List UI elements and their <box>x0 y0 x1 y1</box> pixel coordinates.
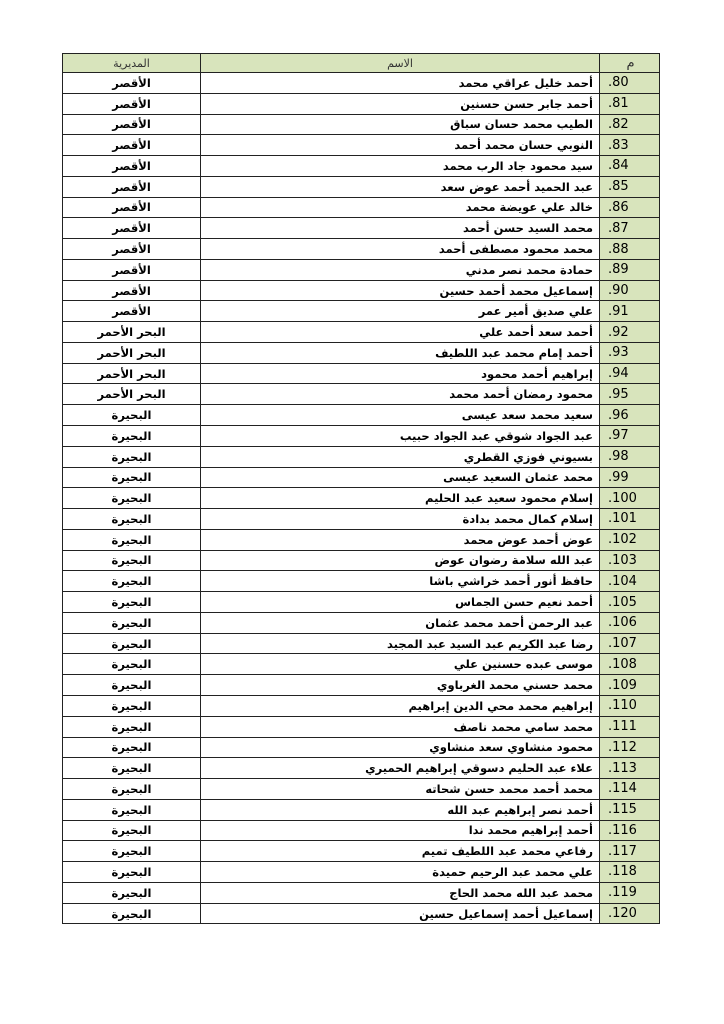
row-name: أحمد نعيم حسن الجماس <box>201 592 600 613</box>
row-number: .99 <box>600 467 660 488</box>
row-directorate: البحيرة <box>63 529 201 550</box>
row-number: .87 <box>600 218 660 239</box>
table-row <box>63 779 660 800</box>
row-number: .114 <box>600 779 660 800</box>
row-number: .110 <box>600 695 660 716</box>
table-row <box>63 571 660 592</box>
table-row <box>63 176 660 197</box>
row-directorate: البحيرة <box>63 737 201 758</box>
row-directorate: البحيرة <box>63 633 201 654</box>
row-number: .95 <box>600 384 660 405</box>
row-number: .88 <box>600 239 660 260</box>
row-directorate: البحيرة <box>63 488 201 509</box>
row-directorate: البحيرة <box>63 758 201 779</box>
row-directorate: الأقصر <box>63 197 201 218</box>
row-number: .89 <box>600 259 660 280</box>
row-name: عبد الحميد أحمد عوض سعد <box>201 176 600 197</box>
row-number: .107 <box>600 633 660 654</box>
names-table <box>62 53 660 924</box>
row-number: .83 <box>600 135 660 156</box>
row-directorate: البحيرة <box>63 592 201 613</box>
row-directorate: الأقصر <box>63 156 201 177</box>
row-directorate: الأقصر <box>63 114 201 135</box>
table-row <box>63 716 660 737</box>
row-name: بسيوني فوزي القطري <box>201 446 600 467</box>
row-number: .85 <box>600 176 660 197</box>
table-row <box>63 322 660 343</box>
row-name: محمد محمود مصطفى أحمد <box>201 239 600 260</box>
row-directorate: البحيرة <box>63 903 201 924</box>
table-row <box>63 363 660 384</box>
row-number: .108 <box>600 654 660 675</box>
table-row <box>63 529 660 550</box>
table-row <box>63 301 660 322</box>
row-number: .81 <box>600 93 660 114</box>
row-name: الطيب محمد حسان سباق <box>201 114 600 135</box>
row-directorate: الأقصر <box>63 135 201 156</box>
row-number: .86 <box>600 197 660 218</box>
row-name: إسماعيل أحمد إسماعيل حسين <box>201 903 600 924</box>
table-row <box>63 488 660 509</box>
table-row <box>63 799 660 820</box>
row-directorate: البحيرة <box>63 799 201 820</box>
table-row <box>63 675 660 696</box>
row-directorate: البحيرة <box>63 446 201 467</box>
row-directorate: البحيرة <box>63 882 201 903</box>
row-directorate: البحر الأحمر <box>63 363 201 384</box>
table-row <box>63 342 660 363</box>
row-directorate: البحيرة <box>63 654 201 675</box>
row-name: عبد الله سلامة رضوان عوض <box>201 550 600 571</box>
table-row <box>63 633 660 654</box>
table-row <box>63 695 660 716</box>
header-directorate: المديرية <box>63 54 201 73</box>
row-number: .113 <box>600 758 660 779</box>
row-directorate: الأقصر <box>63 259 201 280</box>
row-number: .119 <box>600 882 660 903</box>
row-directorate: البحيرة <box>63 716 201 737</box>
row-name: النوبي حسان محمد أحمد <box>201 135 600 156</box>
table-header-row <box>63 54 660 73</box>
row-number: .106 <box>600 612 660 633</box>
row-name: محمود منشاوي سعد منشاوي <box>201 737 600 758</box>
table-row <box>63 135 660 156</box>
table-row <box>63 654 660 675</box>
row-directorate: البحيرة <box>63 779 201 800</box>
row-name: أحمد إبراهيم محمد ندا <box>201 820 600 841</box>
row-name: إسماعيل محمد أحمد حسين <box>201 280 600 301</box>
table-row <box>63 509 660 530</box>
row-name: عبد الجواد شوقي عبد الجواد حبيب <box>201 426 600 447</box>
row-number: .82 <box>600 114 660 135</box>
row-name: محمود رمضان أحمد محمد <box>201 384 600 405</box>
row-number: .109 <box>600 675 660 696</box>
table-row <box>63 73 660 94</box>
row-number: .115 <box>600 799 660 820</box>
table-row <box>63 239 660 260</box>
row-name: أحمد خليل عراقي محمد <box>201 73 600 94</box>
table-row <box>63 114 660 135</box>
table-row <box>63 405 660 426</box>
row-directorate: البحيرة <box>63 509 201 530</box>
table-row <box>63 156 660 177</box>
row-number: .105 <box>600 592 660 613</box>
row-directorate: البحيرة <box>63 675 201 696</box>
row-number: .120 <box>600 903 660 924</box>
row-number: .117 <box>600 841 660 862</box>
table-row <box>63 820 660 841</box>
table-row <box>63 758 660 779</box>
row-name: عبد الرحمن أحمد محمد عثمان <box>201 612 600 633</box>
row-name: علاء عبد الحليم دسوقي إبراهيم الحميري <box>201 758 600 779</box>
table-row <box>63 862 660 883</box>
row-name: سعيد محمد سعد عيسى <box>201 405 600 426</box>
row-name: أحمد نصر إبراهيم عبد الله <box>201 799 600 820</box>
row-number: .100 <box>600 488 660 509</box>
row-number: .91 <box>600 301 660 322</box>
table-row <box>63 197 660 218</box>
table-row <box>63 218 660 239</box>
table-row <box>63 467 660 488</box>
row-directorate: البحيرة <box>63 426 201 447</box>
row-name: إسلام كمال محمد بدادة <box>201 509 600 530</box>
row-name: عوض أحمد عوض محمد <box>201 529 600 550</box>
row-directorate: البحر الأحمر <box>63 322 201 343</box>
row-name: محمد عبد الله محمد الحاج <box>201 882 600 903</box>
row-number: .97 <box>600 426 660 447</box>
table-row <box>63 592 660 613</box>
row-number: .104 <box>600 571 660 592</box>
row-name: سيد محمود جاد الرب محمد <box>201 156 600 177</box>
row-name: أحمد سعد أحمد علي <box>201 322 600 343</box>
row-directorate: البحيرة <box>63 841 201 862</box>
table-row <box>63 903 660 924</box>
row-name: موسى عبده حسنين علي <box>201 654 600 675</box>
row-number: .116 <box>600 820 660 841</box>
table-row <box>63 612 660 633</box>
row-name: حافظ أنور أحمد خراشي باشا <box>201 571 600 592</box>
row-name: رفاعي محمد عبد اللطيف تميم <box>201 841 600 862</box>
row-directorate: البحيرة <box>63 571 201 592</box>
header-name: الاسم <box>201 54 600 73</box>
row-number: .84 <box>600 156 660 177</box>
row-name: إبراهيم محمد محي الدين إبراهيم <box>201 695 600 716</box>
row-name: خالد علي عويضة محمد <box>201 197 600 218</box>
table-row <box>63 426 660 447</box>
row-directorate: البحر الأحمر <box>63 384 201 405</box>
row-name: علي محمد عبد الرحيم حميدة <box>201 862 600 883</box>
table-row <box>63 259 660 280</box>
row-directorate: البحر الأحمر <box>63 342 201 363</box>
row-name: حمادة محمد نصر مدني <box>201 259 600 280</box>
row-name: محمد أحمد محمد حسن شحاته <box>201 779 600 800</box>
row-name: علي صديق أمير عمر <box>201 301 600 322</box>
table-row <box>63 446 660 467</box>
row-name: محمد حسني محمد الغرباوي <box>201 675 600 696</box>
table-row <box>63 737 660 758</box>
header-number: م <box>600 54 660 73</box>
row-directorate: البحيرة <box>63 550 201 571</box>
row-directorate: البحيرة <box>63 612 201 633</box>
row-number: .92 <box>600 322 660 343</box>
row-name: رضا عبد الكريم عبد السيد عبد المجيد <box>201 633 600 654</box>
row-directorate: البحيرة <box>63 467 201 488</box>
table-row <box>63 384 660 405</box>
row-directorate: الأقصر <box>63 218 201 239</box>
row-number: .80 <box>600 73 660 94</box>
row-name: إبراهيم أحمد محمود <box>201 363 600 384</box>
row-directorate: البحيرة <box>63 695 201 716</box>
row-directorate: الأقصر <box>63 239 201 260</box>
row-directorate: الأقصر <box>63 280 201 301</box>
row-directorate: الأقصر <box>63 93 201 114</box>
row-name: محمد سامي محمد ناصف <box>201 716 600 737</box>
row-number: .98 <box>600 446 660 467</box>
row-number: .90 <box>600 280 660 301</box>
row-directorate: البحيرة <box>63 820 201 841</box>
table-row <box>63 93 660 114</box>
row-number: .118 <box>600 862 660 883</box>
table-row <box>63 280 660 301</box>
row-directorate: الأقصر <box>63 73 201 94</box>
row-directorate: البحيرة <box>63 405 201 426</box>
row-directorate: البحيرة <box>63 862 201 883</box>
row-name: محمد السيد حسن أحمد <box>201 218 600 239</box>
table-row <box>63 550 660 571</box>
table-row <box>63 882 660 903</box>
row-number: .93 <box>600 342 660 363</box>
row-number: .111 <box>600 716 660 737</box>
row-name: إسلام محمود سعيد عبد الحليم <box>201 488 600 509</box>
row-number: .101 <box>600 509 660 530</box>
row-number: .103 <box>600 550 660 571</box>
table-body <box>63 73 660 924</box>
row-number: .102 <box>600 529 660 550</box>
row-name: محمد عثمان السعيد عيسى <box>201 467 600 488</box>
row-directorate: الأقصر <box>63 301 201 322</box>
table-row <box>63 841 660 862</box>
row-number: .96 <box>600 405 660 426</box>
row-directorate: الأقصر <box>63 176 201 197</box>
row-number: .94 <box>600 363 660 384</box>
row-name: أحمد جابر حسن حسنين <box>201 93 600 114</box>
row-name: أحمد إمام محمد عبد اللطيف <box>201 342 600 363</box>
row-number: .112 <box>600 737 660 758</box>
